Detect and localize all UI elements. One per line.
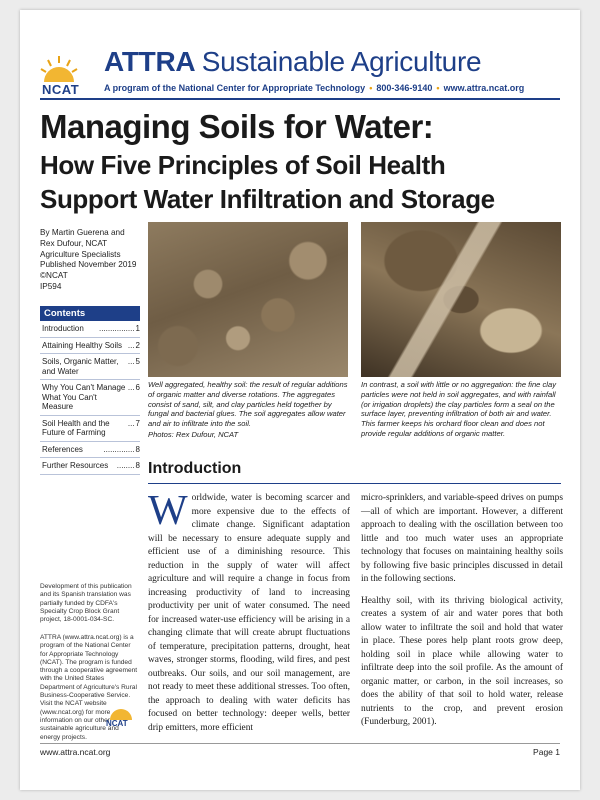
toc-heading: Contents xyxy=(40,306,140,321)
tagline-web: www.attra.ncat.org xyxy=(443,83,525,93)
byline-line: ©NCAT xyxy=(40,271,68,281)
byline-line: Agriculture Specialists xyxy=(40,249,121,259)
header-rule xyxy=(40,98,560,100)
toc-item[interactable] xyxy=(40,458,140,475)
intro-paragraph: Healthy soil, with its thriving biological activity, creates a system of air and water pores that both allow water to infiltrate the soil and hold that water in place. These pores help plant roots grow deep, holding soil in place while allowing water to infiltrate deep into the soil profile. As the amount of organic matter, or carbon, in the soil increases, so does the ability of that soil to hold water, release nutrients to the crop, and prevent erosion (Funderburg, 2001). xyxy=(361,595,563,727)
toc-item[interactable] xyxy=(40,380,140,416)
document-subtitle-line1: How Five Principles of Soil Health xyxy=(40,150,446,180)
tagline xyxy=(104,83,524,93)
toc-leader: ... xyxy=(127,340,135,350)
sun-icon xyxy=(40,54,78,84)
intro-right-column xyxy=(361,492,563,738)
toc-label: Attaining Healthy Soils xyxy=(42,340,123,350)
brand-attra: ATTRA xyxy=(104,46,195,77)
toc-leader: ........ xyxy=(116,461,135,470)
byline-line: IP594 xyxy=(40,281,62,291)
toc-page: 2 xyxy=(135,340,140,350)
intro-left-text: orldwide, water is becoming scarcer and more expensive due to the effects of climate change. Significant adaptation will be necessary to ensure adequate supply and efficient use of a diminishing resource. This reduction in the supply of water will affect agriculture and will require a change in focus from increasing productivity of land to increasing productivity per unit of water consumed. The need for increased water-use efficiency will be arising in a changing climate that will create abrupt fluctuations of temperature, precipitation patterns, drought, heat waves, stronger storms, flooding, wild fires, and pest outbreaks. Our soils, and our soil management, are not ready to meet these additional stresses. Too often, the approach to dealing with water deficits has focused on better technology: deeper wells, better drip emitters, more efficient xyxy=(148,493,350,733)
toc-item[interactable] xyxy=(40,354,140,380)
intro-rule xyxy=(148,483,561,484)
toc-leader: ... xyxy=(127,357,135,366)
toc-leader: ... xyxy=(127,418,135,428)
photo-unaggregated-soil xyxy=(361,222,561,377)
toc-leader: ................ xyxy=(98,324,135,333)
photo-aggregated-soil xyxy=(148,222,348,377)
footer-website[interactable]: www.attra.ncat.org xyxy=(40,747,111,757)
toc-item[interactable] xyxy=(40,416,140,442)
tagline-phone: 800-346-9140 xyxy=(376,83,433,93)
toc-label: Introduction xyxy=(42,324,84,333)
photo-credit: Photos: Rex Dufour, NCAT xyxy=(148,429,239,439)
bullet-icon: • xyxy=(436,83,440,93)
toc-leader: ... xyxy=(127,383,135,392)
document-subtitle-line2: Support Water Infiltration and Storage xyxy=(40,184,495,214)
photo2-caption: In contrast, a soil with little or no aggregation: the fine clay particles were not held in soil aggregates, and with rainfall (or irrigation droplets) the clay particles form a seal on the surface layer, preventing infiltration of both air and water. This farmer keeps his orchard floor clean and does not provide regular additions of organic matter. xyxy=(361,380,557,438)
toc-page: 5 xyxy=(135,357,140,366)
intro-paragraph: micro-sprinklers, and variable-speed drives on pumps—all of which are important. However, a different approach to dealing with the oscillation between too little and too much water uses an appropriate technology that focuses on maintaining healthy soils by following five basic principles discussed in detail in the following sections. xyxy=(361,493,563,584)
logo-text: NCAT xyxy=(42,82,80,97)
toc-label: Soil Health and the Future of Farming xyxy=(42,418,110,437)
toc-label: Further Resources xyxy=(42,461,109,470)
funding-note: Development of this publication and its Spanish translation was partially funded by CDFA's Specialty Crop Block Grant project, 18-0001-034-SC. xyxy=(40,583,132,624)
ncat-small-logo xyxy=(104,708,140,730)
document-page xyxy=(20,10,580,790)
intro-paragraph xyxy=(148,488,350,735)
brand-title xyxy=(104,46,481,78)
attra-note: ATTRA (www.attra.ncat.org) is a program of the National Center for Appropriate Technology (NCAT). The program is funded through a cooperative agreement with the United States Department of Agriculture's Rural Business-Cooperative Service. Visit the NCAT website (www.ncat.org) for more information on our other sustainable agriculture and energy projects. xyxy=(40,634,138,741)
toc-page: 6 xyxy=(135,383,140,392)
toc-page: 8 xyxy=(135,461,140,470)
footer-rule xyxy=(40,743,560,744)
bullet-icon: • xyxy=(369,83,373,93)
toc-label: Soils, Organic Matter, and Water xyxy=(42,357,119,376)
document-title: Managing Soils for Water: xyxy=(40,108,434,145)
toc-label: Why You Can't Manage What You Can't Measure xyxy=(42,383,126,411)
toc-page: 1 xyxy=(135,324,140,333)
toc-label: References xyxy=(42,444,83,454)
toc-leader: .............. xyxy=(103,444,135,454)
intro-left-column xyxy=(148,488,350,743)
byline-line: By Martin Guerena and xyxy=(40,228,125,237)
tagline-program: A program of the National Center for Appropriate Technology xyxy=(104,83,366,93)
drop-cap: W xyxy=(148,488,188,534)
byline-line: Rex Dufour, NCAT xyxy=(40,238,108,248)
footer-page-number: Page 1 xyxy=(533,747,560,757)
brand-rest: Sustainable Agriculture xyxy=(201,46,482,77)
table-of-contents xyxy=(40,306,140,475)
photo1-caption xyxy=(148,380,348,440)
toc-item[interactable] xyxy=(40,338,140,355)
toc-item[interactable] xyxy=(40,442,140,459)
toc-page: 8 xyxy=(135,444,140,454)
ncat-logo xyxy=(40,50,78,102)
toc-item[interactable] xyxy=(40,321,140,338)
small-logo-text: NCAT xyxy=(106,719,128,728)
toc-page: 7 xyxy=(135,418,140,428)
intro-heading: Introduction xyxy=(148,460,242,477)
byline xyxy=(40,228,140,293)
photo1-caption-text: Well aggregated, healthy soil: the result of regular additions of organic matter and diverse rotations. The aggregates consist of sand, silt, and clay particles held together by fungal and bacterial glues. The soil aggregates allow water and air to infiltrate into the soil. xyxy=(148,380,348,429)
byline-line: Published November 2019 xyxy=(40,260,137,270)
